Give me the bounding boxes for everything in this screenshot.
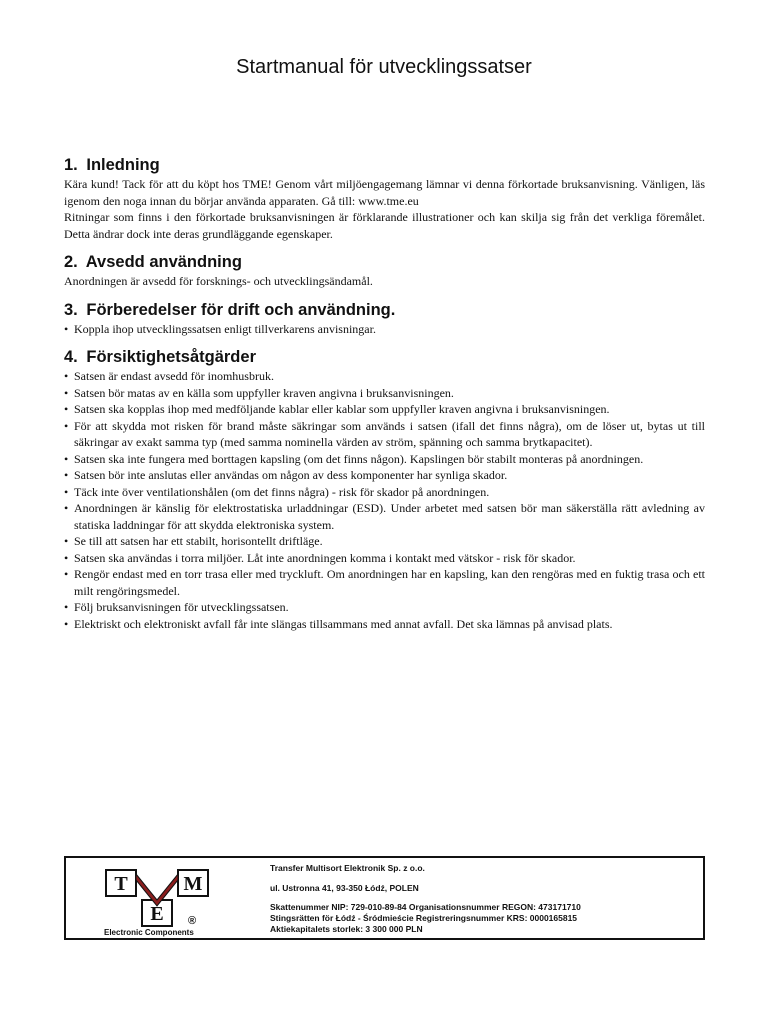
list-item: • Elektriskt och elektroniskt avfall får inte slängas tillsammans med annat avfall. Det ska lämnas på anvisad plats. xyxy=(64,616,705,633)
section-heading xyxy=(64,251,705,273)
tme-logo xyxy=(66,858,270,938)
section-title: Förberedelser för drift och användning. xyxy=(86,300,396,319)
section-number: 4. xyxy=(64,348,78,366)
section-inledning xyxy=(64,154,705,242)
document-body xyxy=(64,154,705,641)
bullet-list xyxy=(64,368,705,632)
registered-mark-icon: ® xyxy=(187,915,197,927)
section-number: 2. xyxy=(64,253,78,271)
list-item: • Rengör endast med en torr trasa eller med tryckluft. Om anordningen har en kapsling, kan den rengöras med en fuktig trasa och ett milt rengöringsmedel. xyxy=(64,566,705,599)
company-name: Transfer Multisort Elektronik Sp. z o.o. xyxy=(270,863,425,873)
logo-caption: Electronic Components xyxy=(104,928,194,937)
list-item: • Anordningen är känslig för elektrostatiska urladdningar (ESD). Under arbetet med satsen bör man säkerställa rätt avledning av statiska laddningar för att skydda elektroniska system. xyxy=(64,500,705,533)
tme-logo-mark-icon xyxy=(96,866,246,928)
company-court-line: Stingsrätten för Łódź - Śródmieście Registreringsnummer KRS: 0000165815 xyxy=(270,913,578,923)
list-item: • Satsen bör matas av en källa som uppfyller kraven angivna i bruksanvisningen. xyxy=(64,385,705,402)
company-tax-line: Skattenummer NIP: 729-010-89-84 Organisationsnummer REGON: 473171710 xyxy=(270,902,581,912)
section-heading xyxy=(64,154,705,176)
list-item: • Satsen ska inte fungera med borttagen kapsling (om det finns någon). Kapslingen bör stabilt monteras på anordningen. xyxy=(64,451,705,468)
logo-letter-m: M xyxy=(183,873,203,895)
company-address: ul. Ustronna 41, 93-350 Łódź, POLEN xyxy=(270,883,419,893)
section-avsedd-anvandning xyxy=(64,251,705,290)
section-title: Försiktighetsåtgärder xyxy=(86,348,256,366)
paragraph: Kära kund! Tack för att du köpt hos TME! Genom vårt miljöengagemang lämnar vi denna förkortade bruksanvisning. Vänligen, läs igenom den noga innan du börjar använda apparaten. Gå till: www.tme.eu xyxy=(64,177,705,208)
section-title: Avsedd användning xyxy=(85,253,242,271)
list-item: • För att skydda mot risken för brand måste säkringar som används i satsen (ifall det finns några), om de löser ut, bytas ut till säkringar av exakt samma typ (med samma nominella värden av ström, spänning och samma brytkapacitet). xyxy=(64,418,705,451)
company-info xyxy=(270,858,581,938)
list-item: • Koppla ihop utvecklingssatsen enligt tillverkarens anvisningar. xyxy=(64,321,705,338)
section-forberedelser xyxy=(64,299,705,338)
company-footer xyxy=(64,856,705,940)
list-item: • Satsen bör inte anslutas eller användas om någon av dess komponenter har synliga skador. xyxy=(64,467,705,484)
list-item: • Följ bruksanvisningen för utvecklingssatsen. xyxy=(64,599,705,616)
company-capital-line: Aktiekapitalets storlek: 3 300 000 PLN xyxy=(270,924,423,934)
list-item: • Satsen ska användas i torra miljöer. Låt inte anordningen komma i kontakt med vätskor - risk för skador. xyxy=(64,550,705,567)
section-number: 3. xyxy=(64,300,78,319)
list-item: • Satsen ska kopplas ihop med medföljande kablar eller kablar som uppfyller kraven angivna i bruksanvisningen. xyxy=(64,401,705,418)
paragraph: Anordningen är avsedd för forsknings- och utvecklingsändamål. xyxy=(64,274,373,288)
list-item: • Se till att satsen har ett stabilt, horisontellt driftläge. xyxy=(64,533,705,550)
list-item: • Täck inte över ventilationshålen (om det finns några) - risk för skador på anordningen. xyxy=(64,484,705,501)
document-title: Startmanual för utvecklingssatser xyxy=(236,56,532,78)
paragraph: Ritningar som finns i den förkortade bruksanvisningen är förklarande illustrationer och kan skilja sig från det verkliga föremålet. Detta ändrar dock inte deras grundläggande egenskaper. xyxy=(64,210,705,241)
section-number: 1. xyxy=(64,156,78,174)
logo-letter-t: T xyxy=(114,873,128,895)
section-forsiktighetsatgarder xyxy=(64,346,705,632)
section-heading xyxy=(64,299,705,321)
section-title: Inledning xyxy=(86,156,160,174)
list-item: • Satsen är endast avsedd för inomhusbruk. xyxy=(64,368,705,385)
section-heading xyxy=(64,346,705,368)
bullet-list xyxy=(64,321,705,338)
logo-letter-e: E xyxy=(150,903,164,925)
